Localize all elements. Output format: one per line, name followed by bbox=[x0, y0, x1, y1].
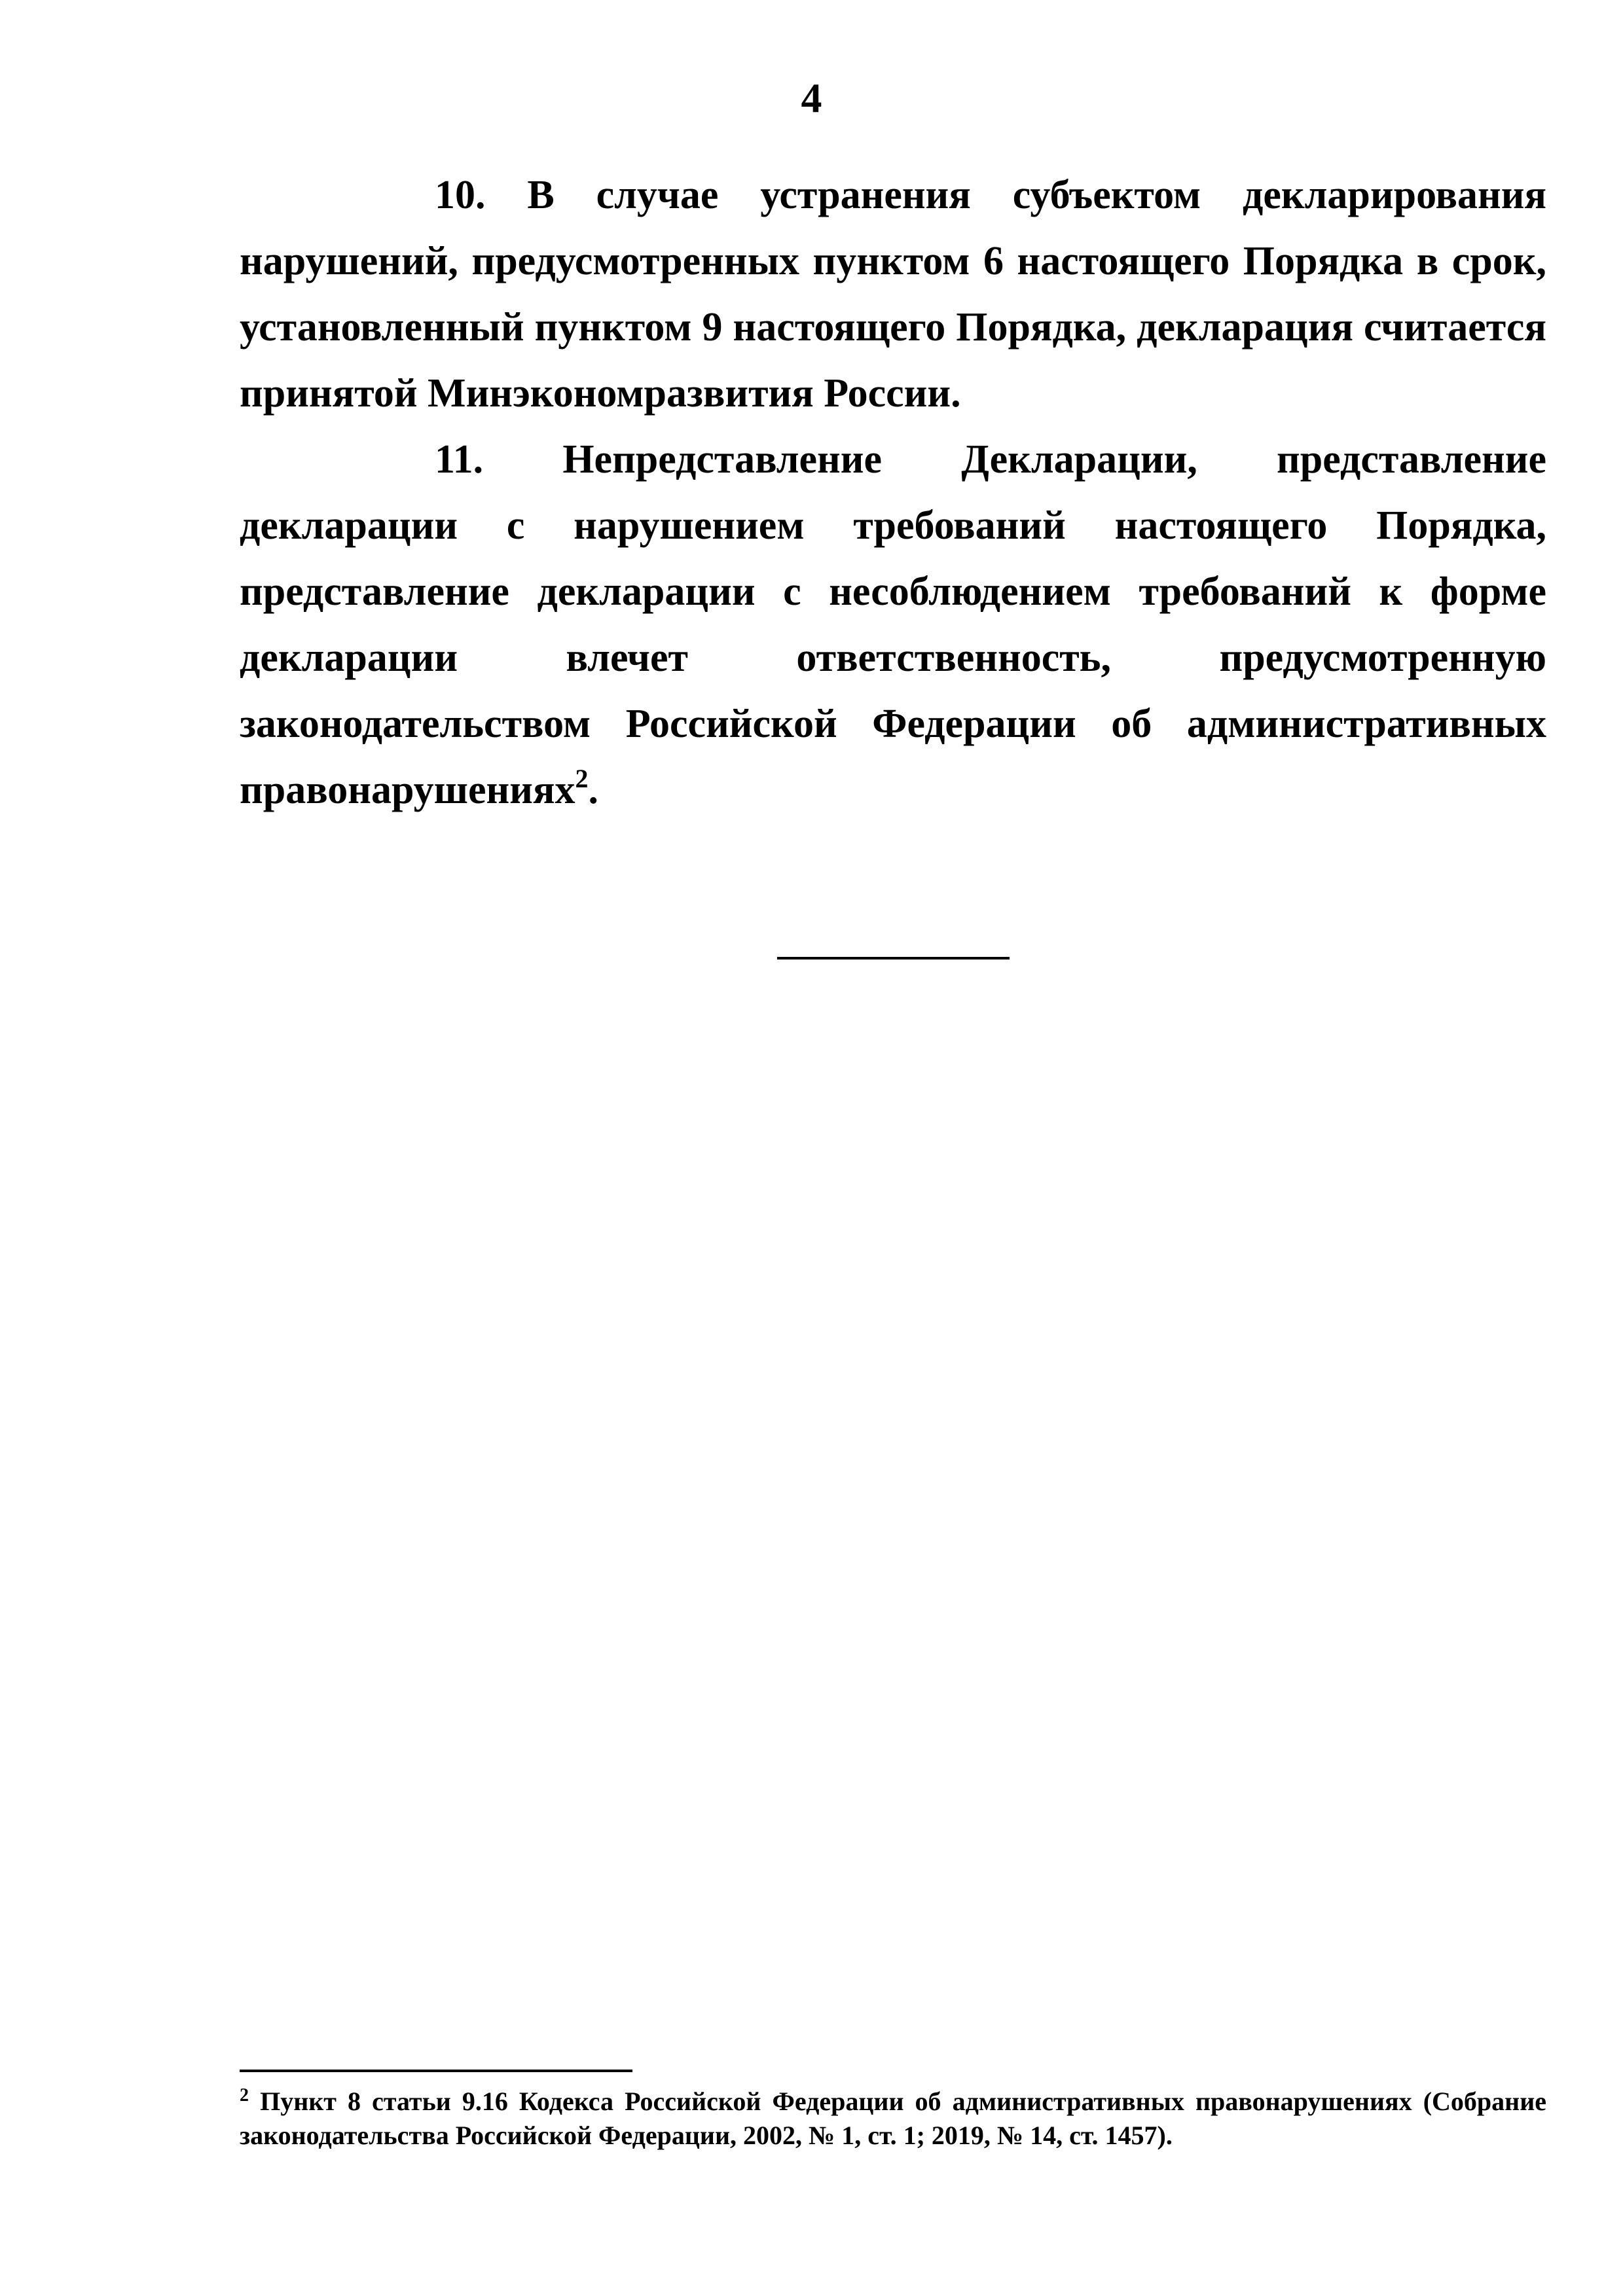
footnote-reference[interactable]: 2 bbox=[575, 764, 589, 793]
paragraph-text: В случае устранения субъектом декларирования нарушений, предусмотренных пунктом 6 настоящего Порядка в срок, установленный пунктом 9 настоящего Порядка, декларация считается принятой Минэкономразвития России. bbox=[240, 173, 1547, 416]
footnote bbox=[240, 2085, 1546, 2153]
paragraph-number: 11. bbox=[435, 437, 484, 482]
document-body bbox=[240, 162, 1546, 823]
footnote-separator bbox=[240, 2070, 632, 2072]
footnote-marker: 2 bbox=[240, 2085, 249, 2106]
page-number: 4 bbox=[801, 75, 822, 121]
paragraph-end: . bbox=[588, 768, 598, 812]
paragraph-text: Непредставление Декларации, представление декларации с нарушением требований настоящего Порядка, представление декларации с несоблюдением требований к форме декларации влечет ответственность, предусмотренную законодательством Российской Федерации об административных правонарушениях bbox=[240, 437, 1546, 812]
footnote-text: Пункт 8 статьи 9.16 Кодекса Российской Федерации об административных правонарушениях (Собрание законодательства Российской Федерации, 2002, № 1, ст. 1; 2019, № 14, ст. 1457). bbox=[240, 2087, 1547, 2150]
paragraph-11 bbox=[240, 427, 1546, 823]
end-of-text-divider bbox=[777, 957, 1010, 960]
paragraph-number: 10. bbox=[435, 173, 486, 217]
paragraph-10 bbox=[240, 162, 1546, 427]
